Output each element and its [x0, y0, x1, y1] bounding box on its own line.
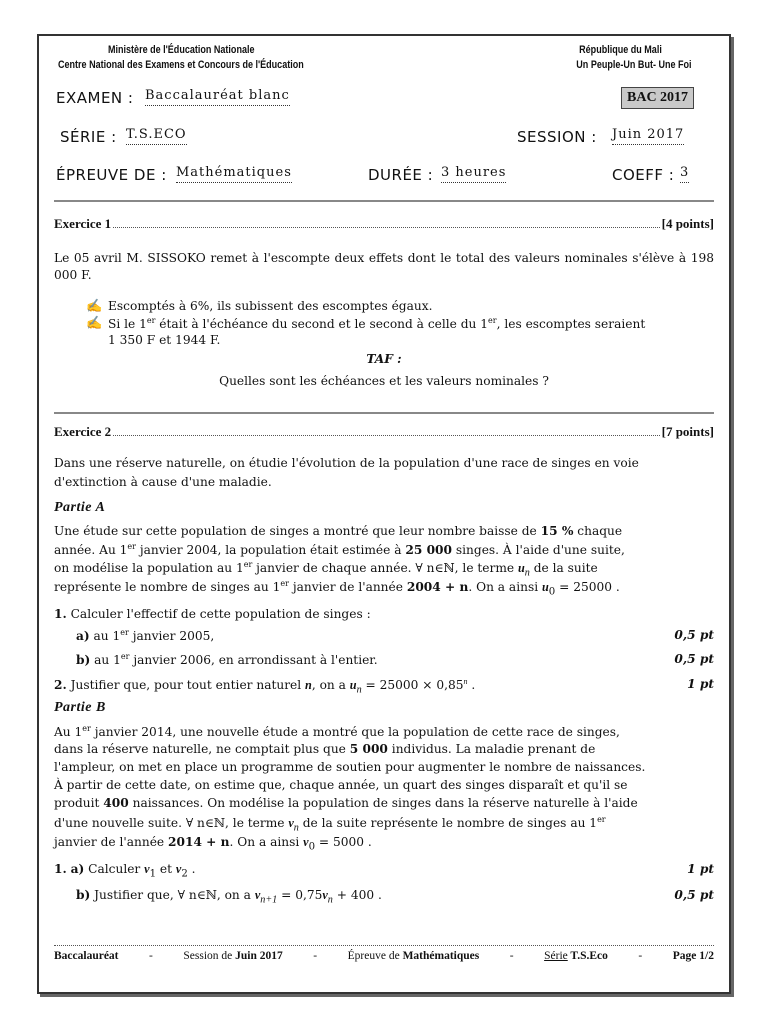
exercice2-title: Exercice 2 [54, 424, 112, 439]
footer-session: Session de Juin 2017 [183, 950, 283, 962]
page-footer [54, 950, 714, 962]
dotted-leader [113, 218, 659, 228]
serie-label: SÉRIE : [60, 128, 117, 146]
taf-label: TAF : [366, 352, 402, 366]
footer-exam: Baccalauréat [54, 950, 119, 962]
footer-divider [54, 945, 714, 946]
question-1b: b) au 1er janvier 2006, en arrondissant à l'entier. 0,5 pt [76, 652, 714, 668]
footer-sep: - [509, 950, 514, 962]
question-1a-points: 0,5 pt [674, 628, 714, 642]
exercice2-heading [54, 424, 714, 440]
exercice2-intro-line2: d'extinction à cause d'une maladie. [54, 475, 272, 489]
duree-value: 3 heures [441, 165, 506, 183]
coeff-label: COEFF : [612, 166, 675, 184]
exercice1-heading [54, 216, 714, 232]
partie-b-heading: Partie B [54, 700, 106, 715]
serie-value: T.S.ECO [126, 127, 187, 145]
exercice1-points: [4 points] [661, 216, 714, 231]
footer-page-number: Page 1/2 [672, 950, 714, 962]
exercice2-points: [7 points] [661, 424, 714, 439]
epreuve-value: Mathématiques [176, 165, 292, 183]
exercice1-intro: Le 05 avril M. SISSOKO remet à l'escompte deux effets dont le total des valeurs nominales s'élève à 198 000 F. [54, 251, 714, 282]
footer-sep: - [638, 950, 643, 962]
question-2: 2. Justifier que, pour tout entier naturel n, on a $u_n = 25000 \times 0,85^n$ . 1 pt [54, 677, 714, 696]
partie-b-line3: l'ampleur, on met en place un programme de soutien pour augmenter le nombre de naissances. [54, 760, 646, 774]
session-label: SESSION : [517, 128, 597, 146]
footer-sep: - [313, 950, 318, 962]
question-2-points: 1 pt [687, 677, 714, 691]
question-b1a-points: 1 pt [687, 862, 714, 876]
bac-badge: BAC 2017 [621, 87, 694, 109]
coeff-value: 3 [680, 165, 689, 183]
exercice1-bullet2-cont: 1 350 F et 1944 F. [108, 333, 221, 347]
footer-epreuve: Épreuve de Mathématiques [347, 950, 480, 962]
partie-b-line7: janvier de l'année 2014 + n. On a ainsi $v_0 = 5000$ . [54, 835, 372, 853]
footer-sep: - [149, 950, 153, 962]
exercice1-bullet1: Escomptés à 6%, ils subissent des escomptes égaux. [108, 299, 433, 313]
exercice2-intro-line1: Dans une réserve naturelle, on étudie l'évolution de la population d'une race de singes en voie [54, 456, 639, 470]
country-motto: Un Peuple-Un But- Une Foi [576, 59, 692, 71]
exercice1-title: Exercice 1 [54, 216, 112, 231]
exercice1-bullet2: Si le 1er était à l'échéance du second et le second à celle du 1er, les escomptes seraient [108, 316, 646, 332]
epreuve-label: ÉPREUVE DE : [56, 166, 167, 184]
partie-a-heading: Partie A [54, 500, 106, 515]
exam-center-name: Centre National des Examens et Concours de l'Éducation [58, 59, 304, 71]
footer-serie: Série T.S.Eco [544, 950, 608, 962]
partie-b-line4: À partir de cette date, on estime que, chaque année, un quart des singes disparaît et qu'il se [54, 778, 628, 792]
partie-b-line6: d'une nouvelle suite. ∀ n∈ℕ, le terme $v_n$ de la suite représente le nombre de singes au 1er [54, 815, 606, 834]
partie-a-line1: Une étude sur cette population de singes a montré que leur nombre baisse de 15 % chaque [54, 524, 623, 538]
country-name: République du Mali [579, 44, 662, 56]
exercice1-question: Quelles sont les échéances et les valeurs nominales ? [219, 374, 549, 388]
question-1: 1. Calculer l'effectif de cette population de singes : [54, 607, 371, 621]
examen-label: EXAMEN : [56, 89, 134, 107]
question-1b-points: 0,5 pt [674, 652, 714, 666]
exercise-divider [54, 412, 714, 414]
writing-hand-icon: ✍ [86, 298, 103, 313]
question-b1b: b) Justifier que, ∀ n∈ℕ, on a $v_{n+1} = 0,75v_n + 400$ . 0,5 pt [76, 888, 714, 906]
ministry-name: Ministère de l'Éducation Nationale [108, 44, 255, 56]
dotted-leader [113, 426, 659, 436]
writing-hand-icon: ✍ [86, 315, 103, 330]
question-b1a: 1. a) Calculer $v_1$ et $v_2$ . 1 pt [54, 862, 714, 880]
partie-b-line2: dans la réserve naturelle, ne comptait plus que 5 000 individus. La maladie prenant de [54, 742, 596, 756]
partie-b-line1: Au 1er janvier 2014, une nouvelle étude a montré que la population de cette race de singes, [54, 724, 620, 740]
question-1a: a) au 1er janvier 2005, 0,5 pt [76, 628, 714, 644]
partie-a-line2: année. Au 1er janvier 2004, la population était estimée à 25 000 singes. À l'aide d'une suite, [54, 542, 625, 558]
examen-value: Baccalauréat blanc [145, 88, 290, 106]
duree-label: DURÉE : [368, 166, 434, 184]
question-b1b-points: 0,5 pt [674, 888, 714, 902]
partie-a-line4: représente le nombre de singes au 1er janvier de l'année 2004 + n. On a ainsi $u_0 = 25000$ . [54, 579, 620, 598]
header-divider [54, 200, 714, 202]
partie-b-line5: produit 400 naissances. On modélise la population de singes dans la réserve naturelle à l'aide [54, 796, 638, 810]
session-value: Juin 2017 [612, 127, 684, 145]
partie-a-line3: on modélise la population au 1er janvier de chaque année. ∀ n∈ℕ, le terme $u_n$ de la suite [54, 560, 598, 579]
